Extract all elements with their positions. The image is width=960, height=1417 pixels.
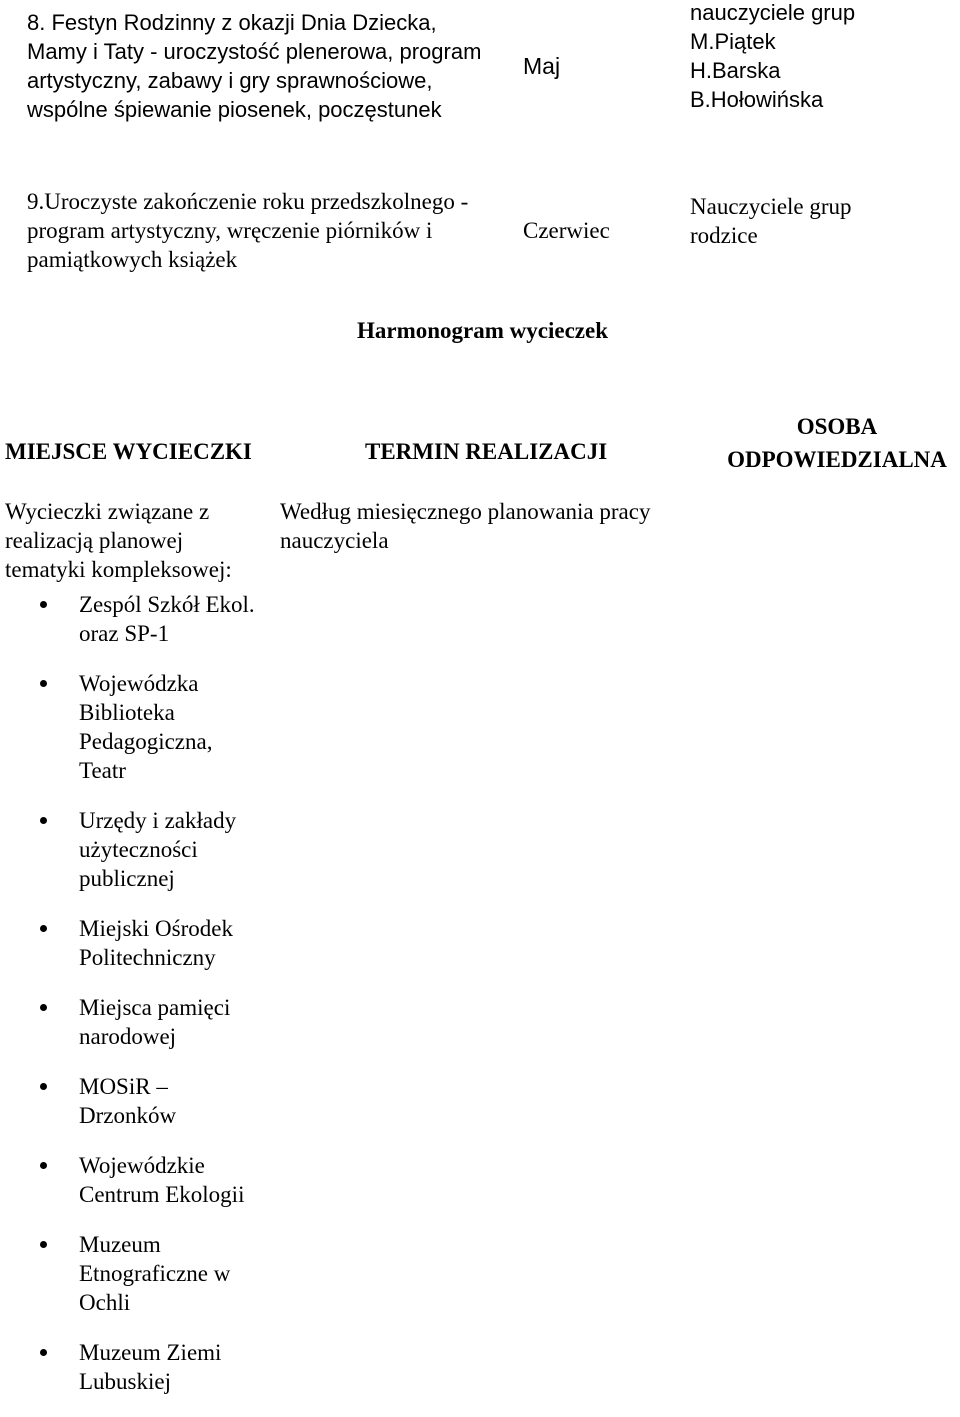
event-8-month: Maj xyxy=(523,53,561,79)
bullet-icon xyxy=(40,1241,47,1248)
bullet-icon xyxy=(40,925,47,932)
header-place: MIEJSCE WYCIECZKI xyxy=(5,439,252,464)
event-8-responsible: nauczyciele grup M.Piątek H.Barska B.Hołowińska xyxy=(690,0,856,112)
header-term: TERMIN REALIZACJI xyxy=(365,439,608,464)
list-item: Miejsca pamięci narodowej xyxy=(0,993,290,1051)
header-person: OSOBA ODPOWIEDZIALNA xyxy=(727,414,947,472)
list-item: Wojewódzka Biblioteka Pedagogiczna, Teatr xyxy=(0,669,290,785)
bullet-icon xyxy=(40,1349,47,1356)
trips-term: Według miesięcznego planowania pracy nauczyciela xyxy=(280,499,651,553)
event-9-description: 9.Uroczyste zakończenie roku przedszkolnego - program artystyczny, wręczenie piórników i pamiątkowych książek xyxy=(27,189,469,272)
bullet-icon xyxy=(40,680,47,687)
list-item: Urzędy i zakłady użyteczności publicznej xyxy=(0,806,290,893)
list-item: Wojewódzkie Centrum Ekologii xyxy=(0,1151,290,1209)
list-item: Miejski Ośrodek Politechniczny xyxy=(0,914,290,972)
event-9-month: Czerwiec xyxy=(523,218,610,243)
bullet-icon xyxy=(40,1162,47,1169)
places-list xyxy=(0,590,290,1417)
list-item: Zespól Szkół Ekol. oraz SP-1 xyxy=(0,590,290,648)
bullet-icon xyxy=(40,601,47,608)
event-8-description: 8. Festyn Rodzinny z okazji Dnia Dziecka, Mamy i Taty - uroczystość plenerowa, program artystyczny, zabawy i gry sprawnościowe, wspólne śpiewanie piosenek, poczęstunek xyxy=(27,10,482,122)
trips-intro: Wycieczki związane z realizacją planowej tematyki kompleksowej: xyxy=(5,499,232,582)
list-item: Muzeum Etnograficzne w Ochli xyxy=(0,1230,290,1317)
trips-title: Harmonogram wycieczek xyxy=(356,318,608,343)
event-9-responsible: Nauczyciele grup rodzice xyxy=(690,194,852,248)
bullet-icon xyxy=(40,1083,47,1090)
bullet-icon xyxy=(40,817,47,824)
list-item: MOSiR – Drzonków xyxy=(0,1072,290,1130)
bullet-icon xyxy=(40,1004,47,1011)
list-item: Muzeum Ziemi Lubuskiej xyxy=(0,1338,290,1396)
